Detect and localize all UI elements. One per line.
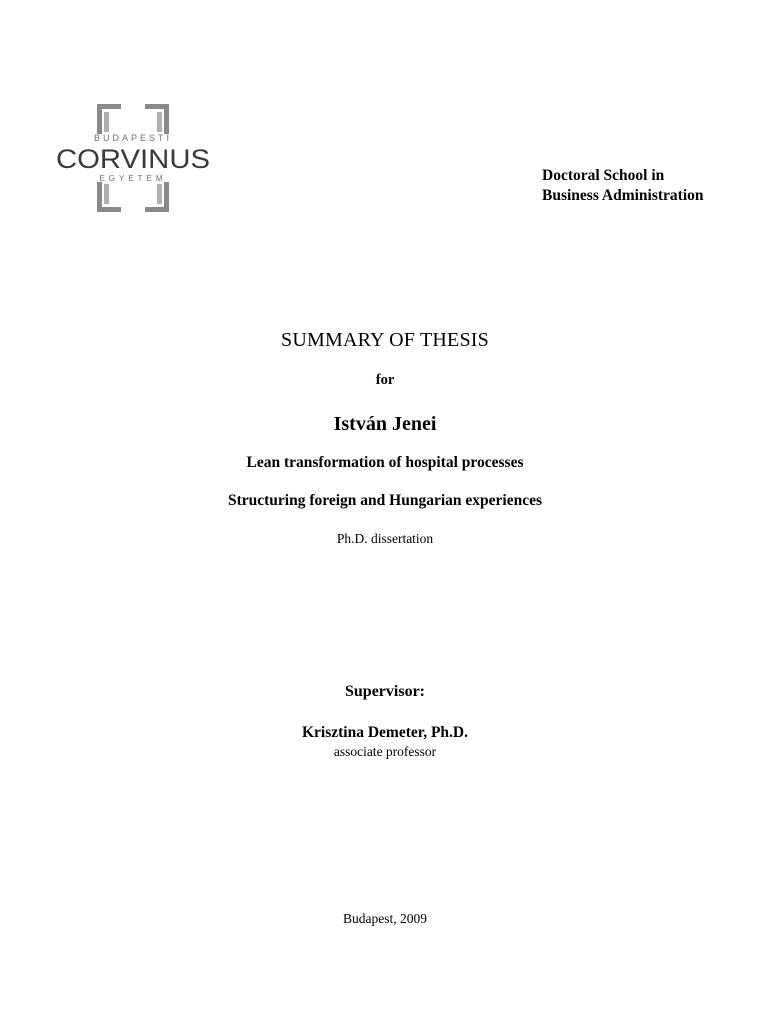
document-title: SUMMARY OF THESIS bbox=[281, 329, 489, 351]
place-date: Budapest, 2009 bbox=[343, 911, 427, 926]
institution-line-2: Business Administration bbox=[542, 187, 704, 204]
supervisor-label: Supervisor: bbox=[345, 683, 425, 700]
logo-main-text: CORVINUS bbox=[56, 144, 210, 174]
institution-line-1: Doctoral School in bbox=[542, 167, 665, 184]
for-label: for bbox=[375, 372, 395, 388]
corvinus-logo bbox=[52, 100, 222, 215]
author-name: István Jenei bbox=[333, 413, 437, 435]
logo-top-text: BUDAPESTI bbox=[93, 133, 173, 143]
supervisor-role: associate professor bbox=[333, 744, 437, 759]
corvinus-logo-graphic bbox=[52, 100, 222, 215]
supervisor-name: Krisztina Demeter, Ph.D. bbox=[301, 724, 468, 741]
thesis-subtitle: Structuring foreign and Hungarian experiences bbox=[227, 492, 543, 509]
institution-block bbox=[542, 166, 762, 206]
document-type: Ph.D. dissertation bbox=[336, 531, 434, 546]
logo-bottom-text: EGYETEM bbox=[99, 174, 167, 183]
thesis-title: Lean transformation of hospital processes bbox=[246, 454, 524, 471]
